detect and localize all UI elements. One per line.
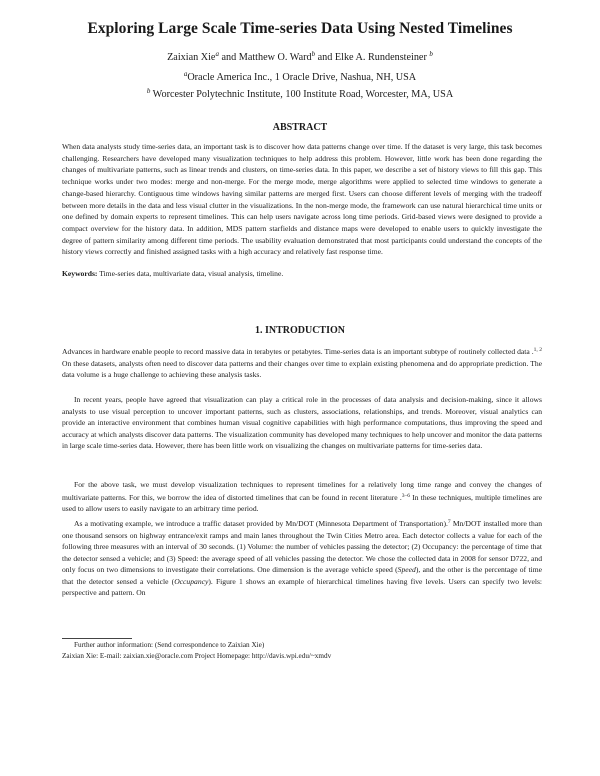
intro-p1-citation: 1, 2 bbox=[533, 347, 542, 353]
affiliation-1 bbox=[40, 70, 560, 83]
author-line bbox=[40, 50, 560, 63]
intro-p4-emphasis-speed: Speed bbox=[397, 565, 416, 574]
abstract-heading: ABSTRACT bbox=[272, 122, 328, 133]
intro-p3-text-b: In these techniques, multiple timelines are used to allow users to easily navigate to an arbitrary time period. bbox=[62, 492, 542, 513]
intro-paragraph-2: In recent years, people have agreed that visualization can play a critical role in the processes of data analysis and decision-making, since it allows analysts to use visual perception to uncover important patterns, such as clusters, associations, relationships, and trends. Moreover, visual analytics can provide an interactive environment that combines human visual cognitive capabilities with high performance computations, thus improving the speed and accuracy at which analysts discover data patterns. The visualization community has developed many techniques to help uncover and monitor the data patterns in large scale time-series data. However, there has been little work on visualizing the changes on multivariate patterns for time-series data. bbox=[62, 395, 542, 450]
intro-heading: 1. INTRODUCTION bbox=[254, 325, 345, 336]
intro-paragraph-4 bbox=[62, 517, 542, 599]
keywords-text: Time-series data, multivariate data, visual analysis, timeline. bbox=[97, 269, 284, 278]
affiliation-2-text: Worcester Polytechnic Institute, 100 Institute Road, Worcester, MA, USA bbox=[150, 89, 454, 100]
author-3: and Elke A. Rundensteiner bbox=[315, 52, 430, 63]
intro-p4-emphasis-occupancy: Occupancy bbox=[174, 576, 209, 586]
footnote-2: Zaixian Xie: E-mail: zaixian.xie@oracle.com Project Homepage: http://davis.wpi.edu/~xmdv bbox=[62, 652, 332, 660]
intro-paragraph-3 bbox=[62, 479, 542, 515]
intro-p4-text-c: ), and the other is the percentage of time that the detector sensed a vehicle ( bbox=[62, 565, 542, 586]
intro-p4-text-b: Mn/DOT installed more than one thousand sensors on highway entrance/exit ramps and main lanes throughout the Twin Cities Metro area. Each detector collects a value for each of the following three measures with an interval of 30 seconds. (1) Volume: the number of vehicles passing the detector; (2) Occupancy: the percentage of time that the detector sensed a vehicle; and (3) Speed: the average speed of all vehicles passing the detector. We chose the collected data in 2008 for sensor D722, and only focus on two dimensions to investigate their correlations. One dimension is the average vehicle speed ( bbox=[62, 519, 543, 574]
keywords-label: Keywords: bbox=[62, 269, 98, 278]
intro-p4-text-a: As a motivating example, we introduce a traffic dataset provided by Mn/DOT (Minnesota Department of Transportation). bbox=[74, 519, 448, 528]
intro-p1-text-b: On these datasets, analysts often need to discover data patterns and their changes over time to explain existing phenomena and do appropriate prediction. The data volume is a huge challenge to achieving these analysis tasks. bbox=[62, 358, 542, 379]
footnote-1: Further author information: (Send correspondence to Zaixian Xie) bbox=[74, 641, 265, 649]
footnote-rule bbox=[62, 638, 132, 639]
intro-p4-text-d: ). Figure 1 shows an example of hierarchical timelines having five levels. Users can specify two levels: perspective and pattern. On bbox=[62, 576, 543, 597]
affiliation-1-mark: a bbox=[183, 70, 188, 78]
author-1: Zaixian Xie bbox=[167, 52, 216, 63]
paper-title: Exploring Large Scale Time-series Data Using Nested Timelines bbox=[87, 20, 513, 37]
intro-p4-citation: 7 bbox=[447, 519, 451, 525]
intro-p3-text-a: For the above task, we must develop visualization techniques to represent timelines for a relatively long time range and convey the changes of multivariate patterns. For this, we borrow the idea of distorted timelines that can be found in recent literature . bbox=[62, 480, 542, 502]
affiliation-2-mark: b bbox=[146, 87, 151, 95]
author-2-affil-mark: b bbox=[311, 50, 316, 58]
intro-p3-citation: 3–6 bbox=[401, 492, 411, 499]
intro-p1-text-a: Advances in hardware enable people to record massive data in terabytes or petabytes. Time-series data is an important subtype of routinely collected data . bbox=[62, 347, 534, 356]
author-3-affil-mark: b bbox=[429, 50, 433, 58]
author-2: and Matthew O. Ward bbox=[218, 52, 312, 63]
author-1-affil-mark: a bbox=[215, 50, 219, 58]
affiliation-2 bbox=[40, 87, 560, 100]
intro-paragraph-1 bbox=[62, 345, 542, 381]
affiliation-1-text: Oracle America Inc., 1 Oracle Drive, Nashua, NH, USA bbox=[187, 72, 417, 83]
abstract-text: When data analysts study time-series data, an important task is to discover how data patterns change over time. If the dataset is very large, this task becomes challenging. Researchers have developed many visualization techniques to help address this problem. However, little work has been done regarding the changes of multivariate patterns, such as linear trends and clusters, on time-series data. In this paper, we describe a set of history views to fill this gap. This technique works under two modes: merge and non-merge. For the merge mode, merge algorithms were applied to selected time windows to generate a change-based hierarchy. Contiguous time windows having similar patterns are merged first. Users can choose different levels of merging with the tradeoff between more details in the data and less visual clutter in the visualizations. In the non-merge mode, the framework can use natural hierarchical time units or one defined by domain experts to represent timelines. This can help users navigate across long time periods. Grid-based views were designed to provide a compact overview for the history data. In addition, MDS pattern starfields and distance maps were developed to enable users to quickly investigate the degree of pattern similarity among different time periods. The usability evaluation demonstrated that most participants could understand the concepts of the history views correctly and finished assigned tasks with a high accuracy and relatively fast response time. bbox=[62, 142, 542, 257]
keywords bbox=[62, 269, 542, 278]
